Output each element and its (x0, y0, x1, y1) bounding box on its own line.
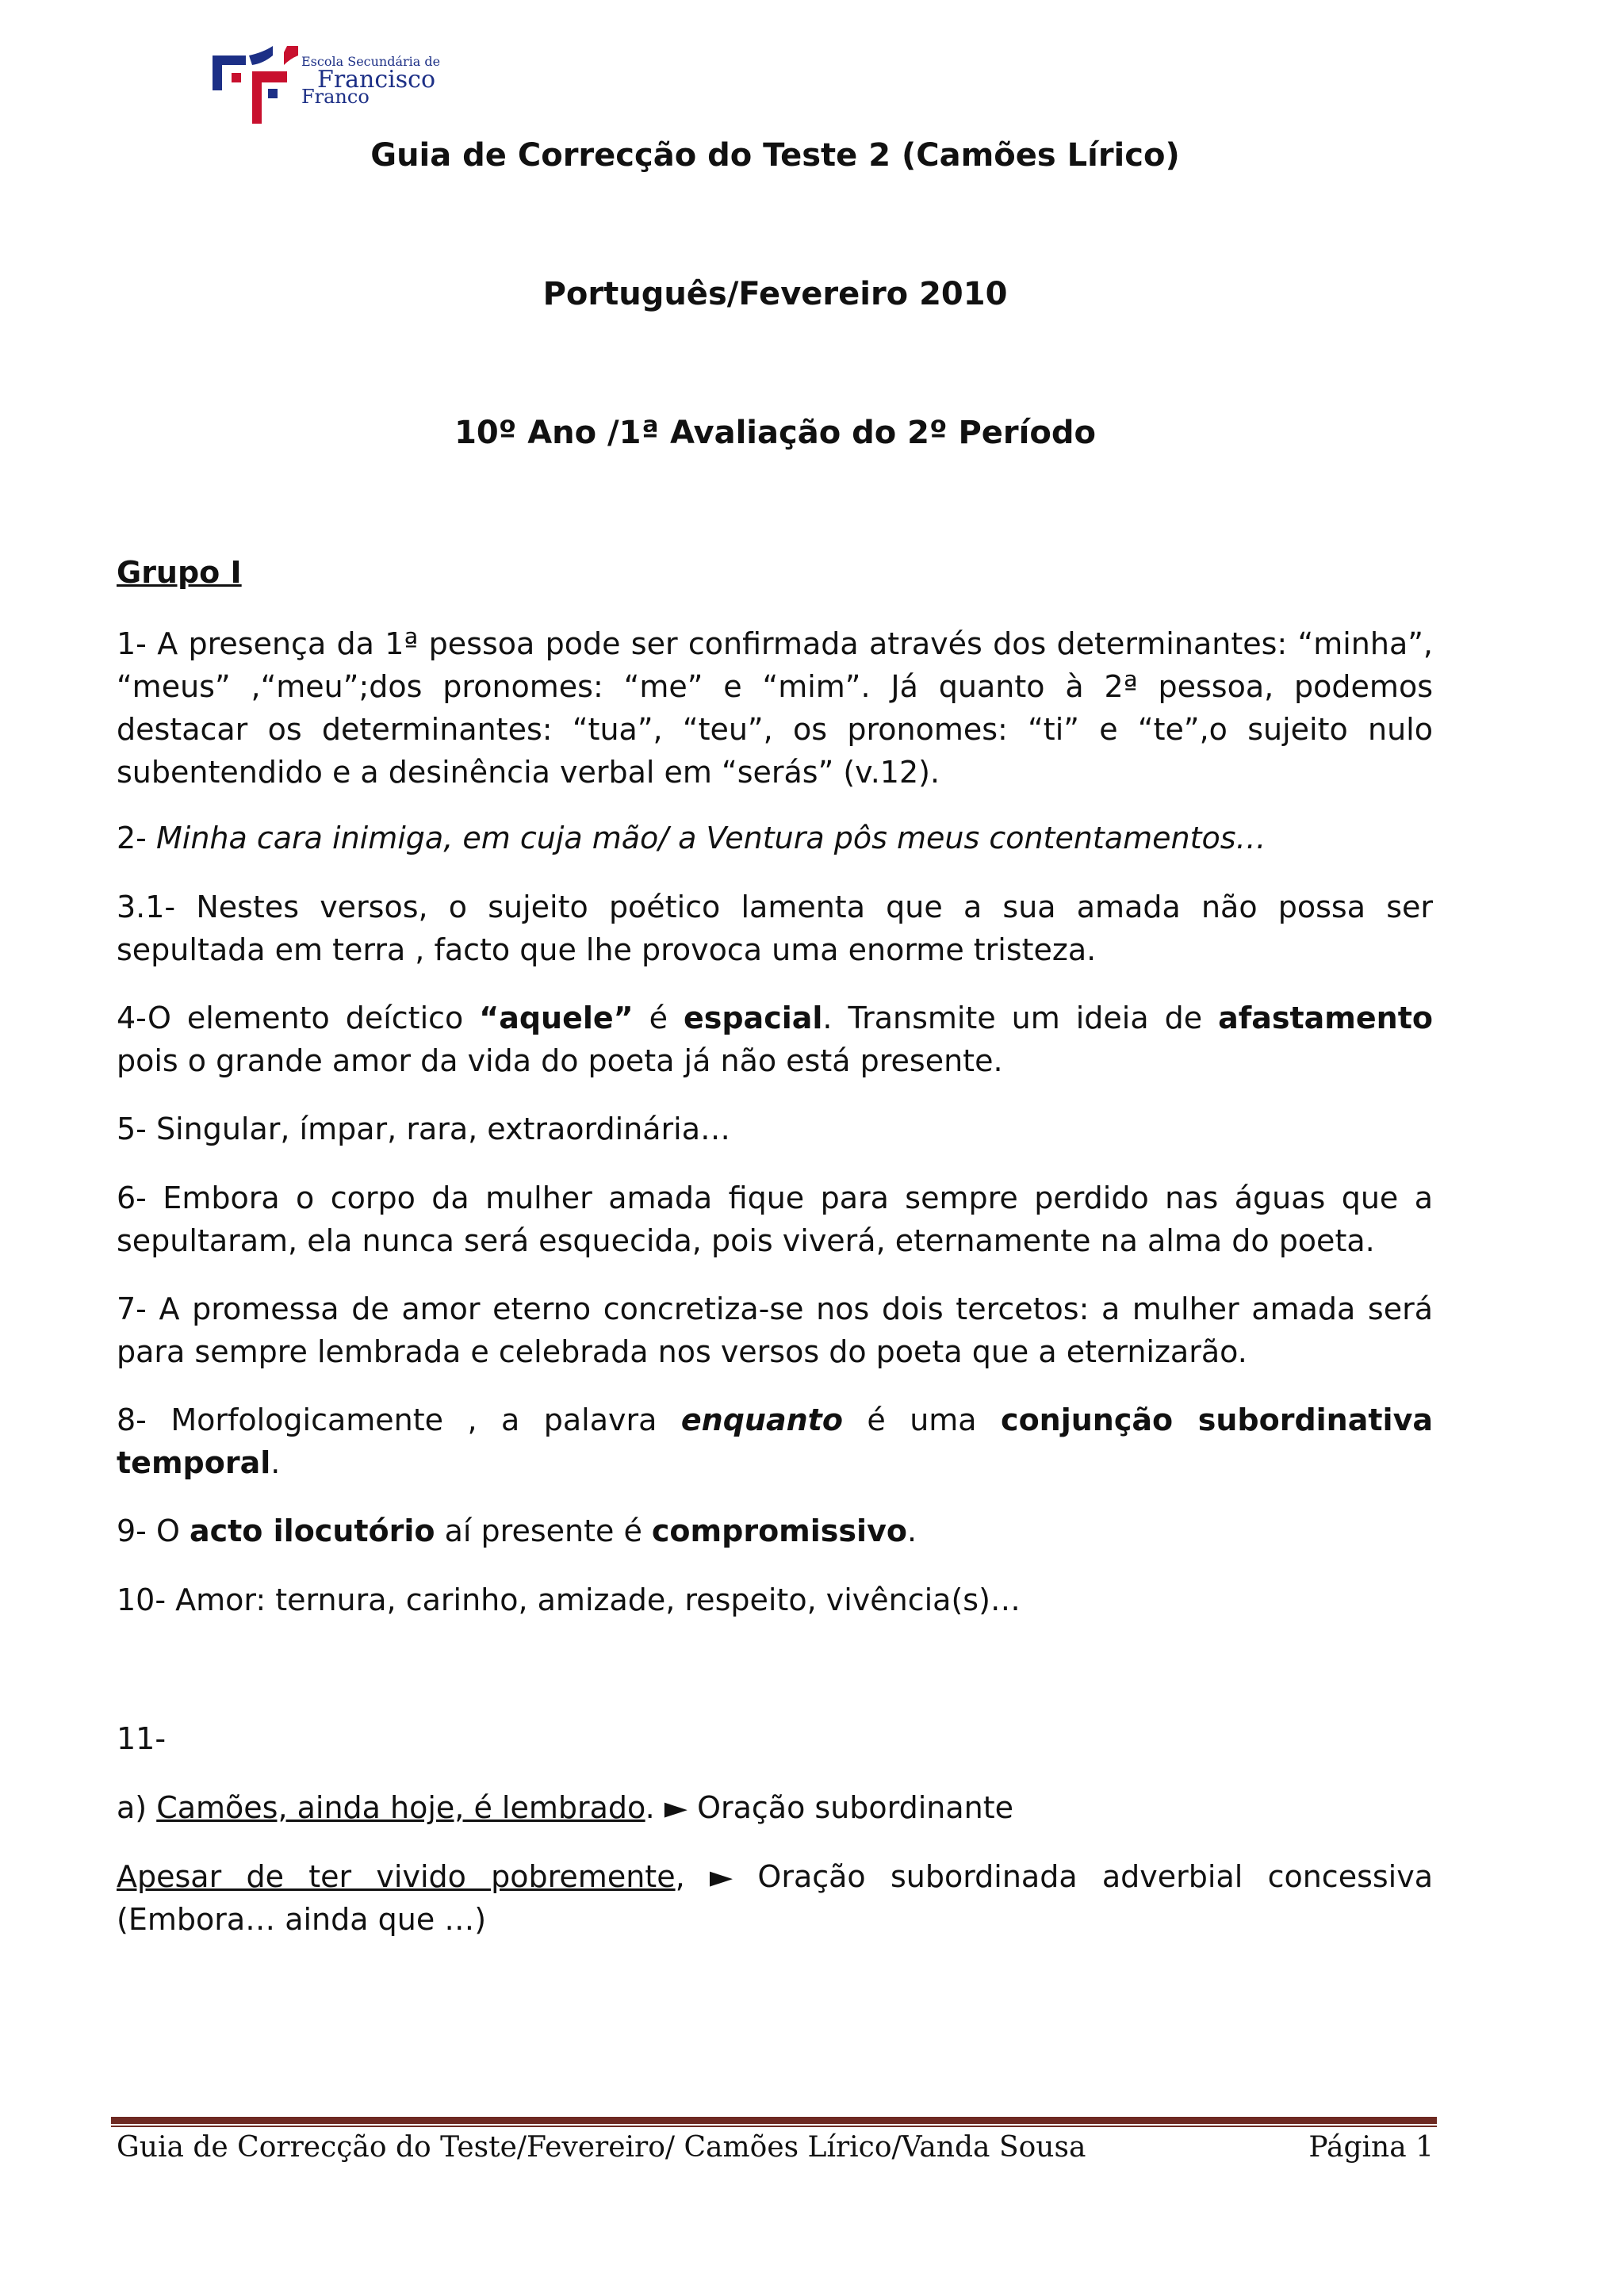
answer-6: 6- Embora o corpo da mulher amada fique para sempre perdido nas águas que a sepultaram, ela nunca será esquecida, pois viverá, eternamente na alma do poeta. (117, 1181, 1433, 1258)
footer-text: Guia de Correcção do Teste/Fevereiro/ Camões Lírico/Vanda Sousa (117, 2131, 1086, 2164)
school-logo (205, 24, 441, 128)
answer-11: 11- (117, 1721, 167, 1756)
answer-8-text-2: é uma (842, 1402, 1002, 1437)
document-subtitle: Português/Fevereiro 2010 (542, 276, 1008, 312)
answer-5: 5- Singular, ímpar, rara, extraordinária… (117, 1112, 731, 1146)
answer-11-a-prefix: a) (117, 1790, 157, 1825)
answer-7: 7- A promessa de amor eterno concretiza-se nos dois tercetos: a mulher amada será para sempre lembrada e celebrada nos versos do poeta que a eternizarão. (117, 1292, 1433, 1369)
group-heading: Grupo I (117, 555, 242, 590)
page-number: Página 1 (1308, 2131, 1434, 2164)
answer-4-bold-2: espacial (683, 1001, 823, 1035)
answer-9-text-3: . (906, 1513, 917, 1548)
school-logo-icon (205, 24, 300, 128)
answer-9-bold-2: compromissivo (651, 1513, 907, 1548)
document-title: Guia de Correcção do Teste 2 (Camões Lírico) (370, 137, 1180, 174)
answer-4-text-4: pois o grande amor da vida do poeta já não está presente. (117, 1043, 1003, 1078)
answer-11-a (117, 1786, 1433, 1829)
footer-rule-thin (111, 2126, 1437, 2127)
answer-1: 1- A presença da 1ª pessoa pode ser confirmada através dos determinantes: “minha”, “meus” ,“meu”;dos pronomes: “me” e “mim”. Já quanto à 2ª pessoa, podemos destacar os determinantes: “tua”, “teu”, os pronomes: “ti” e “te”,o sujeito nulo subentendido e a desinência verbal em “serás” (v.12). (117, 626, 1433, 790)
school-name-line3: Franco (301, 86, 370, 108)
answer-8-text-1: 8- Morfologicamente , a palavra (117, 1402, 681, 1437)
answer-9-bold-1: acto ilocutório (189, 1513, 435, 1548)
answer-4-text-2: é (633, 1001, 684, 1035)
answer-11-b (117, 1855, 1433, 1941)
answer-2 (117, 817, 1433, 859)
answer-8 (117, 1399, 1433, 1484)
answer-4 (117, 997, 1433, 1082)
footer-rule (111, 2117, 1437, 2124)
answer-3-1: 3.1- Nestes versos, o sujeito poético lamenta que a sua amada não possa ser sepultada em terra , facto que lhe provoca uma enorme tristeza. (117, 890, 1433, 967)
school-name-line1: Escola Secundária de (301, 54, 441, 69)
answer-9-text-1: 9- O (117, 1513, 190, 1548)
answer-11-b-rest: , ► Oração subordinada adverbial concessiva (Embora… ainda que …) (117, 1859, 1433, 1937)
answer-10: 10- Amor: ternura, carinho, amizade, respeito, vivência(s)… (117, 1582, 1021, 1617)
answer-4-bold-1: “aquele” (479, 1001, 634, 1035)
answer-11-a-underlined: Camões, ainda hoje, é lembrado (156, 1790, 645, 1825)
answer-8-text-3: . (270, 1445, 281, 1480)
school-name (301, 55, 440, 106)
document-grade: 10º Ano /1ª Avaliação do 2º Período (454, 415, 1096, 451)
answer-2-number: 2- (117, 821, 156, 855)
answer-9-text-2: aí presente é (435, 1513, 652, 1548)
answer-4-bold-3: afastamento (1218, 1001, 1433, 1035)
school-name-line2: Francisco (317, 66, 436, 94)
answer-11-b-underlined: Apesar de ter vivido pobremente (117, 1859, 676, 1894)
answer-4-text-3: . Transmite um ideia de (822, 1001, 1219, 1035)
answer-9 (117, 1510, 1433, 1552)
answer-4-text-1: 4-O elemento deíctico (117, 1001, 480, 1035)
answer-8-bold: conjunção subordinativa temporal (117, 1402, 1433, 1480)
answer-11-a-rest: . ► Oração subordinante (645, 1790, 1014, 1825)
answer-8-bold-italic: enquanto (680, 1402, 843, 1437)
answer-2-quote: Minha cara inimiga, em cuja mão/ a Ventura pôs meus contentamentos… (155, 821, 1266, 855)
